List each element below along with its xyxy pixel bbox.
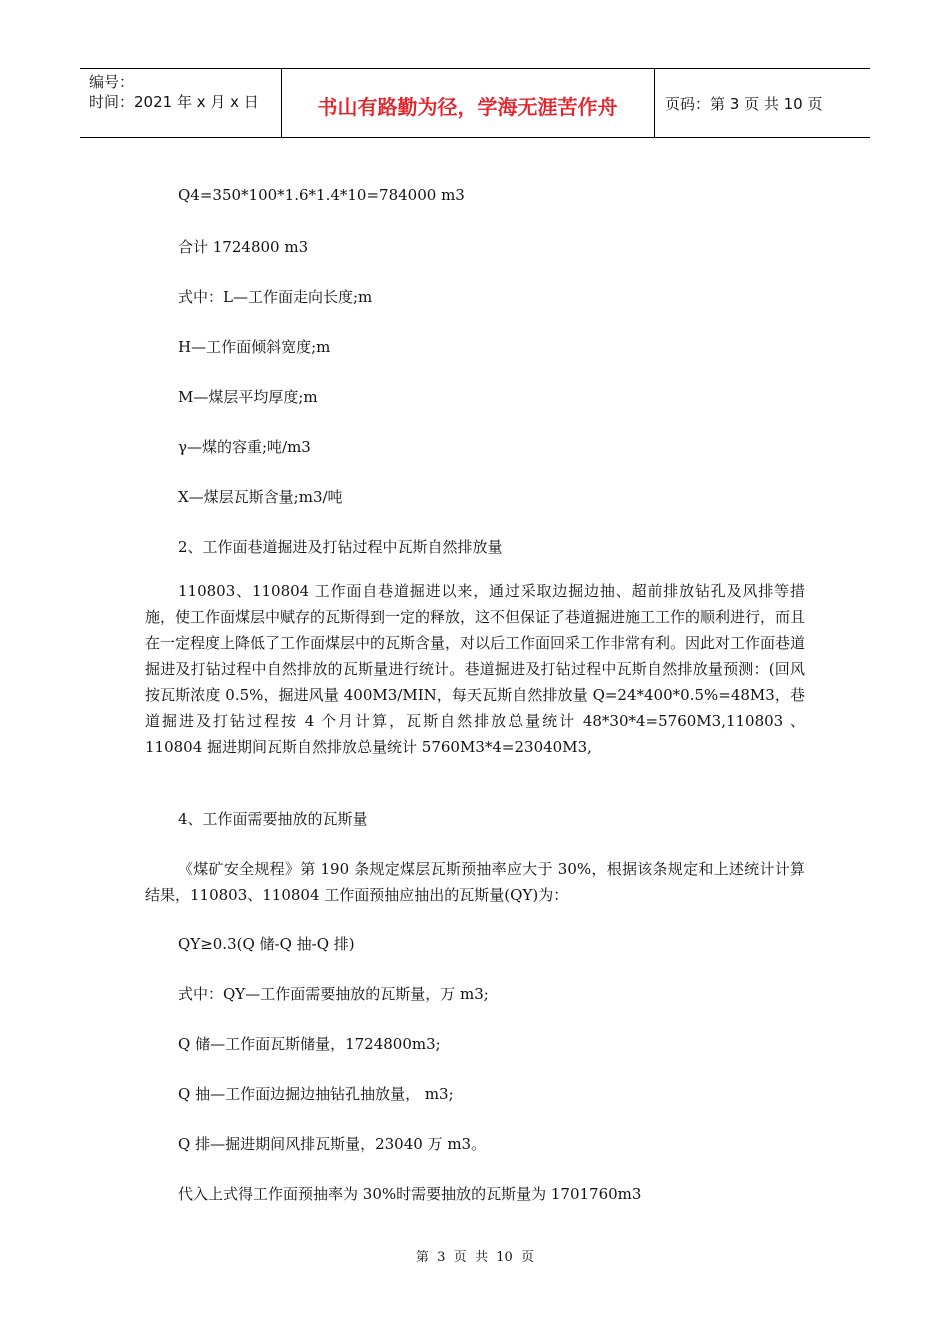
page-footer: 第 3 页 共 10 页 <box>415 1250 535 1265</box>
def-x: X—煤层瓦斯含量;m3/吨 <box>178 488 343 506</box>
motto-text: 书山有路勤为径，学海无涯苦作舟 <box>317 95 618 119</box>
page-header <box>80 68 870 138</box>
date-line: 时间：2021 年 x 月 x 日 <box>89 93 259 111</box>
paragraph-drainage: 110803、110804 工作面自巷道掘进以来，通过采取边掘边抽、超前排放钻孔及风排等措施，使工作面煤层中赋存的瓦斯得到一定的释放，这不但保证了巷道掘进施工工作的顺利进行，而且在一定程度上降低了工作面煤层中的瓦斯含量，对以后工作面回采工作非常有利。因此对工作面巷道掘进及打钻过程中自然排放的瓦斯量进行统计。巷道掘进及打钻过程中瓦斯自然排放量预测：(回风按瓦斯浓度 0.5%，掘进风量 400M3/MIN，每天瓦斯自然排放量 Q=24*400*0.5%=48M3，巷道掘进及打钻过程按 4 个月计算，瓦斯自然排放总量统计 48*30*4=5760M3,110803 、110804 掘进期间瓦斯自然排放总量统计 5760M3*4=23040M3, <box>145 582 806 756</box>
header-left-cell <box>80 69 282 137</box>
paragraph-regulation: 《煤矿安全规程》第 190 条规定煤层瓦斯预抽率应大于 30%，根据该条规定和上述统计计算结果，110803、110804 工作面预抽应抽出的瓦斯量(QY)为： <box>145 860 805 904</box>
header-page-cell <box>655 69 870 137</box>
section-heading-4: 4、工作面需要抽放的瓦斯量 <box>178 810 368 828</box>
header-motto-cell <box>281 69 655 137</box>
def-q-exhaust: Q 排—掘进期间风排瓦斯量，23040 万 m3。 <box>178 1135 487 1153</box>
doc-number-label: 编号： <box>89 73 135 91</box>
total-line: 合计 1724800 m3 <box>178 238 309 256</box>
conclusion-line: 代入上式得工作面预抽率为 30%时需要抽放的瓦斯量为 1701760m3 <box>178 1185 642 1203</box>
def-q-drain: Q 抽—工作面边掘边抽钻孔抽放量， m3; <box>178 1085 454 1103</box>
def-m: M—煤层平均厚度;m <box>178 388 318 406</box>
def-l: 式中：L—工作面走向长度;m <box>178 288 373 306</box>
page-code: 页码：第 3 页 共 10 页 <box>665 95 823 113</box>
def-q-store: Q 储—工作面瓦斯储量，1724800m3; <box>178 1035 441 1053</box>
def-gamma: γ—煤的容重;吨/m3 <box>178 438 311 456</box>
def-qy: 式中：QY—工作面需要抽放的瓦斯量，万 m3; <box>178 985 489 1003</box>
def-h: H—工作面倾斜宽度;m <box>178 338 331 356</box>
section-heading-2: 2、工作面巷道掘进及打钻过程中瓦斯自然排放量 <box>178 538 503 556</box>
formula-qy: QY≥0.3(Q 储-Q 抽-Q 排) <box>178 935 355 953</box>
q4-formula: Q4=350*100*1.6*1.4*10=784000 m3 <box>178 186 465 204</box>
